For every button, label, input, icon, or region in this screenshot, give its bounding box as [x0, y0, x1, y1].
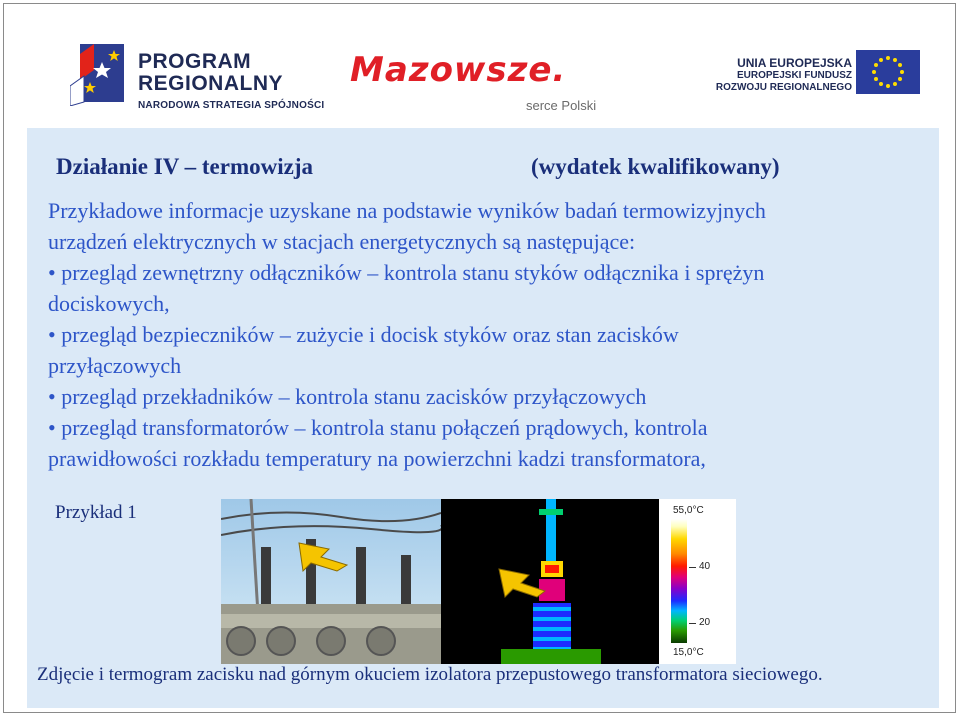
thermo-scale	[659, 499, 736, 664]
eu-line2: EUROPEJSKI FUNDUSZ	[736, 70, 852, 81]
program-regionalny-line1: PROGRAM	[138, 50, 252, 73]
body-line: przyłączowych	[48, 353, 182, 378]
mazowsze-tagline: serce Polski	[526, 98, 597, 113]
scale-tick	[689, 623, 696, 624]
slide-title-row	[56, 154, 836, 188]
program-regionalny-line3: NARODOWA STRATEGIA SPÓJNOŚCI	[138, 100, 325, 111]
body-line: urządzeń elektrycznych w stacjach energetycznych są następujące:	[48, 229, 636, 254]
scale-min-label: 15,0°C	[673, 647, 704, 658]
slide-title-note: (wydatek kwalifikowany)	[531, 154, 780, 179]
body-line: • przegląd zewnętrzny odłączników – kontrola stanu styków odłącznika i sprężyn	[48, 260, 765, 285]
example-media	[221, 499, 736, 664]
body-line: • przegląd bezpieczników – zużycie i docisk styków oraz stan zacisków	[48, 322, 679, 347]
slide-body	[48, 195, 928, 474]
program-regionalny-star-icon	[70, 40, 130, 106]
body-line: dociskowych,	[48, 291, 170, 316]
body-line: prawidłowości rozkładu temperatury na powierzchni kadzi transformatora,	[48, 446, 706, 471]
body-line: • przegląd przekładników – kontrola stanu zacisków przyłączowych	[48, 384, 647, 409]
scale-max-label: 55,0°C	[673, 505, 704, 516]
eu-line3: ROZWOJU REGIONALNEGO	[715, 82, 852, 93]
program-regionalny-logo	[70, 36, 350, 112]
example-label: Przykład 1	[55, 502, 137, 523]
thermogram-image	[441, 499, 659, 664]
scale-tick	[689, 567, 696, 568]
substation-photo	[221, 499, 441, 664]
image-caption: Zdjęcie i termogram zacisku nad górnym okuciem izolatora przepustowego transformatora sieciowego.	[37, 664, 823, 685]
mazowsze-logo	[350, 50, 600, 120]
eu-logo	[644, 50, 944, 100]
slide-title: Działanie IV – termowizja	[56, 154, 313, 179]
body-line: • przegląd transformatorów – kontrola stanu połączeń prądowych, kontrola	[48, 415, 708, 440]
scale-color-bar	[671, 519, 687, 643]
eu-line1: UNIA EUROPEJSKA	[737, 56, 852, 70]
logo-band	[32, 20, 944, 126]
mazowsze-wordmark: Mazowsze.	[350, 50, 567, 90]
body-line: Przykładowe informacje uzyskane na podstawie wyników badań termowizyjnych	[48, 198, 766, 223]
eu-flag-icon	[856, 50, 920, 94]
program-regionalny-line2: REGIONALNY	[138, 72, 284, 95]
scale-40-label: 40	[699, 561, 711, 572]
scale-20-label: 20	[699, 617, 711, 628]
